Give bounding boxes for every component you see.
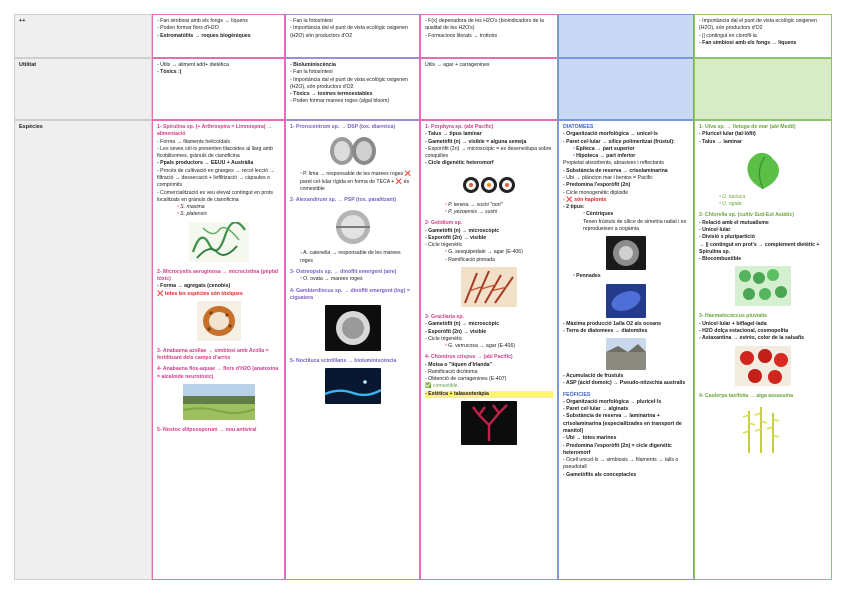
ulva-title: 1- Ulva sp. → lletuga de mar (abi Medit) — [699, 124, 796, 130]
gambierdiscus-image — [325, 305, 381, 351]
cell-r1-red-algae: - F(x) depenadora de les H2O's (bioindicadors de la qualitat de les H2O's) - Formacions litorals → trottoirs — [420, 14, 558, 58]
chlorella-title: 2- Chlorella sp. (cultiv Sud-Est Asiàtic) — [699, 212, 794, 219]
cell-r2-cyanobacteria: - Útils → aliment add+ dietètica - Tòxics :( — [152, 58, 285, 120]
noctiluca-title: 5- Noctiluca scintillans → bioluminiscència — [290, 358, 397, 365]
cell-r3-dinoflagellates: 1- Prorocentrum sp. → DSP (tox. diarreica) ● P. lima → responsable de les marees roges ❌ paret cel·lular rígida en forma de TECA + ❌ és comestible 2- Alexandrium sp. → PSP (tox. paralitzant) ● A. catenella → responsable de les marees roges 3- Ostreopsis sp. → dinòflit emergent (aire) ● O. ovata → marees roges 4- Gambierdiscus sp. → dinòflit emergent (ing) = ciguatera 5- Noctiluca scintillans → bioluminiscència — [285, 120, 420, 580]
gracilaria-title: 3- Gracilaria sp. — [425, 313, 464, 320]
noctiluca-image — [325, 368, 381, 404]
sushi-image — [461, 171, 517, 199]
lake-bloom-image — [183, 384, 255, 420]
cell-r2-dinoflagellates: - Bioluminiscència - Fan la fotosíntesi - Importància dal el punt de vista ecològic oxigenen (H2O), són productors d'O2 - Tòxics → toxines termoestables - Poden formar marees roges (algal bloom) — [285, 58, 420, 120]
haemato-title: 3- Haematococcus pluvialis — [699, 313, 768, 320]
feo-title: FEÒFICIES — [563, 391, 591, 398]
row-header-utilitat: Utilitat — [14, 58, 152, 120]
caulerpa-image — [739, 403, 787, 455]
row-header-plus: ++ — [14, 14, 152, 58]
microcystis-image — [197, 301, 241, 341]
aphanizomenon-title: 4- Anabaena flos-aquae → flors d'H2O (anatoxina = alcaloide neurotòxic) — [157, 366, 279, 380]
spirulina-image — [189, 222, 249, 262]
ostreopsis-title: 3- Ostreopsis sp. → dinòflit emergent (aire) — [290, 268, 397, 275]
cell-r3-green-algae: 1- Ulva sp. → lletuga de mar (abi Medit) - Pluricel·lular (tal·lòfit) - Talus → laminar ● U. lactuca ● U. rigida 2- Chlorella sp. (cultiv Sud-Est Asiàtic) - Relació amb el mutualisme - Unicel·lular - Divisió x pluripartició → || contingut en prot's → complement dietètic + Spirulina sp. - Biocombustible 3- Haematococcus pluvialis - Unicel·lular + biflagel·lada - H2O dolça estacional, cosmopolita - Astaxantina → estrès, color de la salsafis 4- Caulerpa taxifolia → alga assassina — [694, 120, 832, 580]
gambierdiscus-title: 4- Gambierdiscus sp. → dinòflit emergent (ing) = ciguatera — [290, 287, 410, 301]
ulva-image — [739, 149, 787, 191]
row-header-especies: Espècies — [14, 120, 152, 580]
cell-r1-green-algae: - Importància dal el punt de vista ecològic oxigenen (H2O), són productors d'O2 - || contingut en clorofil·la - Fan simbiosi amb els fongs → líquens — [694, 14, 832, 58]
cell-r3-diatoms: DIATOMEES - Organització morfològica → unicel·ls - Paret cel·lular → sílice polimeritzat (frústul): ● Epiteca → part superior ● Hipoteca → part inferior Propietat absorbents, abrasives i reflectants - Substància de reserva → crisolaminarina - Ubi → plàncton mar i bentos = Pacific - Predomina l'esporòfit (2n) - Cicle monogenètic diploide - ❌ són haplonts - 2 tipus: ● Cèntriques Tenen frústuls de sílice de simetria radial i es reprodueixen a oogàmia ● Pennades - Màxima producció 1a/la O2 als oceans - Terra de diatomees → diatomites - Acumulació de frústuls - ASP (àcid domoic) → Pseudo-nitzschia australis FEÒFICIES - Organització morfològica → pluricel·ls - Paret cel·lular → alginats - Substància de reserva → laminarina + crisolaminarina (especialitzades en transport de manitol) - Ubi → totes marines - Predomina l'esporòfit (2n) = cicle digenètic heteromorf - Ocell unicel·ls → simbiosis → filaments → talls o pseudotall - Gametòfits als conceptacles — [558, 120, 694, 580]
alexandrium-image — [333, 207, 373, 247]
pennate-diatom-image — [606, 284, 646, 318]
caulerpa-title: 4- Caulerpa taxifolia → alga assassina — [699, 392, 793, 399]
nostoc-title: 5- Nostoc ellipsosporum → nou antiviral — [157, 426, 257, 433]
anabaena-title: 3- Anabaena azollae → simbiosi amb Azolla = fertilitzant dels camps d'arròs — [157, 347, 269, 362]
centric-diatom-image — [606, 236, 646, 270]
cell-r3-cyanobacteria: 1- Spirulina sp. (+ Arthrospira = Limnospira) → alimentació - Forma → filaments helicoïdals - Les seves cèl·ls presenten tilacoides al llarg amb ficobilisomes, grànuls de cianoficina - Ppals productors → EEUU + Austràlia - Procés de cultivació en granges → recol·lecció → filtració → dessecació + liofilització → càpsules o comprimits - Comercialització es veu elevat contingut en prots localitzats en grànuls de cianoficina ● S. maxima ● S. platensis 2- Microcystis aeruginosa → microcistina (pèptid tòxic) - Forma → agregats (cenobis) ❌ totes les espècies són tòxiques 3- Anabaena azollae → simbiosi amb Azolla = fertilitzant dels camps d'arròs 4- Anabaena flos-aquae → flors d'H2O (anatoxina = alcaloide neurotòxic) 5- Nostoc ellipsosporum → nou antiviral — [152, 120, 285, 580]
spirulina-title: 1- Spirulina sp. (+ Arthrospira = Limnospira) → alimentació — [157, 124, 273, 138]
diatom-title: DIATOMEES — [563, 124, 594, 130]
cell-r3-red-algae: 1- Porphyra sp. (abi Pacific) - Talus → tipus laminar - Gametòfit (n) → visible = alguna semeja - Esporòfit (2n) → microscòpic = es desenvolupa sobre conquilles - Cicle digenètic heteromorf ● P. tenera → sushi "nori" ● P. yezoensis → sushi 2- Gelidium sp. - Gametòfit (n) → microscòpic - Esporòfit (2n) → visible - Cicle trigenètic ● G. sesquipedale → agar (E-406) - Ramificació pinnada 3- Gracilaria sp. - Gametòfit (n) → microscòpic - Esporòfit (2n) → visible - Cicle trigenètic ● G. verrucosa → agar (E-406) 4- Chondrus crispus → (abi Pacific) - Molsa o "líquen d'Irlanda" - Ramificació dicòtoma - Obtenció de carragenines (E-407) ✅ comestible - Estètica + talassoteràpia — [420, 120, 558, 580]
chondrus-image — [461, 401, 517, 445]
cell-r2-red-algae: Útils → agar + carragenines — [420, 58, 558, 120]
gelidium-title: 2- Gelidium sp. — [425, 220, 463, 227]
prorocentrum-image — [327, 134, 379, 168]
cell-r1-cyanobacteria: - Fan simbiosi amb els fongs → líquens - Poden formar flors d'H2O - Estromatòlits → roques biogèniques — [152, 14, 285, 58]
comparison-table — [14, 14, 832, 580]
haematococcus-image — [735, 346, 791, 386]
cell-r1-diatoms — [558, 14, 694, 58]
prorocentrum-title: 1- Prorocentrum sp. → DSP (tox. diarreica) — [290, 124, 396, 130]
diatomite-image — [606, 338, 646, 370]
cell-r1-dinoflagellates: - Fan la fotosíntesi - Importància dal el punt de vista ecològic oxigenen (H2O) són productors d'O2 — [285, 14, 420, 58]
chlorella-image — [735, 266, 791, 306]
chondrus-title: 4- Chondrus crispus → (abi Pacific) — [425, 354, 513, 361]
cell-r2-green-algae — [694, 58, 832, 120]
porphyra-title: 1- Porphyra sp. (abi Pacific) — [425, 124, 494, 130]
alexandrium-title: 2- Alexandrium sp. → PSP (tox. paralitzant) — [290, 197, 397, 204]
microcystis-title: 2- Microcystis aeruginosa → microcistina (pèptid tòxic) — [157, 268, 279, 282]
gelidium-image — [461, 267, 517, 307]
cell-r2-diatoms — [558, 58, 694, 120]
